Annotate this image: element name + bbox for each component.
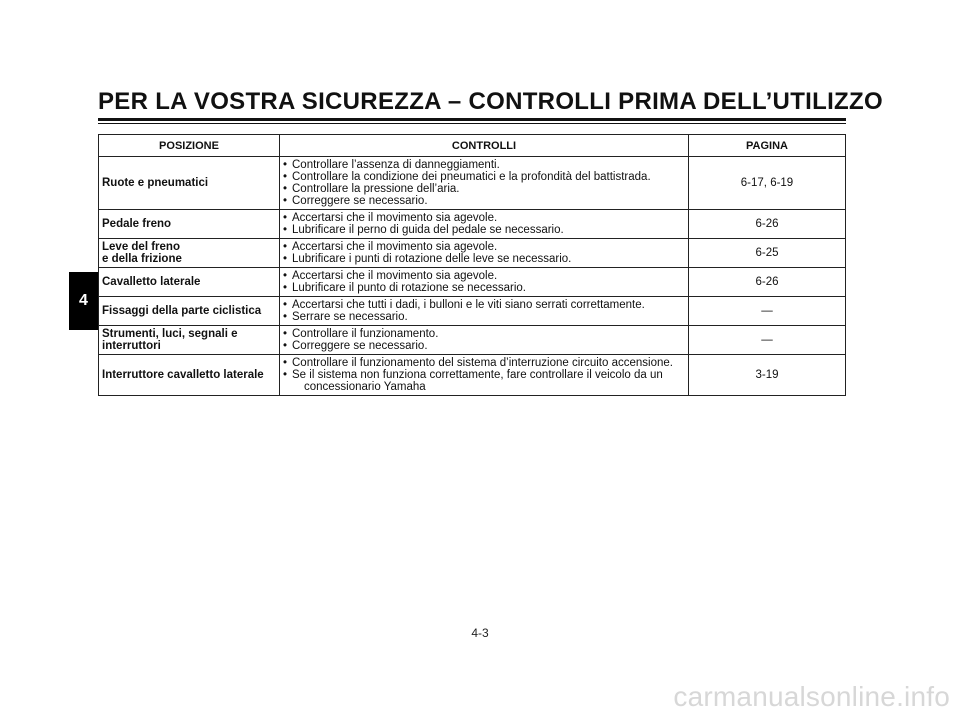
- position-label: interruttori: [102, 340, 161, 352]
- row-position: [99, 157, 280, 210]
- column-header-position: POSIZIONE: [99, 135, 280, 157]
- check-item: • Controllare la pressione dell’aria.: [283, 183, 685, 195]
- position-label: Strumenti, luci, segnali e: [102, 328, 238, 340]
- row-position: [99, 326, 280, 355]
- check-item: • Correggere se necessario.: [283, 195, 685, 207]
- row-checks: [280, 326, 689, 355]
- position-label: Pedale freno: [102, 218, 172, 230]
- check-item: • Controllare il funzionamento.: [283, 328, 685, 340]
- check-item: • Controllare il funzionamento del sistema d’interruzione circuito accensione.: [283, 357, 685, 369]
- page-title: PER LA VOSTRA SICUREZZA – CONTROLLI PRIMA DELL’UTILIZZO: [98, 88, 883, 115]
- check-item: • Serrare se necessario.: [283, 311, 685, 323]
- row-page: 6-26: [689, 268, 846, 297]
- watermark: carmanualsonline.info: [673, 681, 950, 712]
- position-label: Ruote e pneumatici: [102, 177, 209, 189]
- table-row: [99, 157, 846, 210]
- row-page: 6-26: [689, 210, 846, 239]
- table-row: [99, 297, 846, 326]
- position-label: e della frizione: [102, 253, 182, 265]
- check-item: • Accertarsi che il movimento sia agevole.: [283, 270, 685, 282]
- table-row: [99, 326, 846, 355]
- row-page: 3-19: [689, 355, 846, 396]
- position-label: Cavalletto laterale: [102, 276, 201, 288]
- table-row: [99, 268, 846, 297]
- check-item: • Accertarsi che il movimento sia agevole.: [283, 212, 685, 224]
- chapter-tab: 4: [69, 272, 98, 330]
- check-item: • Lubrificare il perno di guida del pedale se necessario.: [283, 224, 685, 236]
- table-row: [99, 239, 846, 268]
- check-item: • Controllare l’assenza di danneggiamenti.: [283, 159, 685, 171]
- page-number: 4-3: [471, 626, 489, 640]
- check-item: • Controllare la condizione dei pneumatici e la profondità del battistrada.: [283, 171, 685, 183]
- row-page: —: [689, 326, 846, 355]
- title-rule-thin: [98, 123, 846, 124]
- check-item: • Lubrificare i punti di rotazione delle leve se necessario.: [283, 253, 685, 265]
- check-item: • Accertarsi che il movimento sia agevole.: [283, 241, 685, 253]
- row-checks: [280, 268, 689, 297]
- table-row: [99, 210, 846, 239]
- check-item: • Accertarsi che tutti i dadi, i bulloni e le viti siano serrati correttamente.: [283, 299, 685, 311]
- column-header-page: PAGINA: [689, 135, 846, 157]
- column-header-checks: CONTROLLI: [280, 135, 689, 157]
- row-position: [99, 268, 280, 297]
- row-position: [99, 210, 280, 239]
- check-item: • Correggere se necessario.: [283, 340, 685, 352]
- check-item-continuation: concessionario Yamaha: [304, 381, 426, 393]
- title-rule-thick: [98, 118, 846, 121]
- position-label: Leve del freno: [102, 241, 180, 253]
- pre-ride-checks-table: [98, 134, 846, 396]
- row-checks: [280, 355, 689, 396]
- check-item: • Se il sistema non funziona correttamente, fare controllare il veicolo da un: [283, 369, 685, 381]
- row-checks: [280, 297, 689, 326]
- row-checks: [280, 210, 689, 239]
- position-label: Interruttore cavalletto laterale: [102, 369, 264, 381]
- position-label: Fissaggi della parte ciclistica: [102, 305, 262, 317]
- check-item: • Lubrificare il punto di rotazione se necessario.: [283, 282, 685, 294]
- table-row: [99, 355, 846, 396]
- row-page: —: [689, 297, 846, 326]
- row-page: 6-17, 6-19: [689, 157, 846, 210]
- table-header-row: [99, 135, 846, 157]
- row-position: [99, 297, 280, 326]
- row-position: [99, 239, 280, 268]
- row-checks: [280, 239, 689, 268]
- row-checks: [280, 157, 689, 210]
- row-position: [99, 355, 280, 396]
- row-page: 6-25: [689, 239, 846, 268]
